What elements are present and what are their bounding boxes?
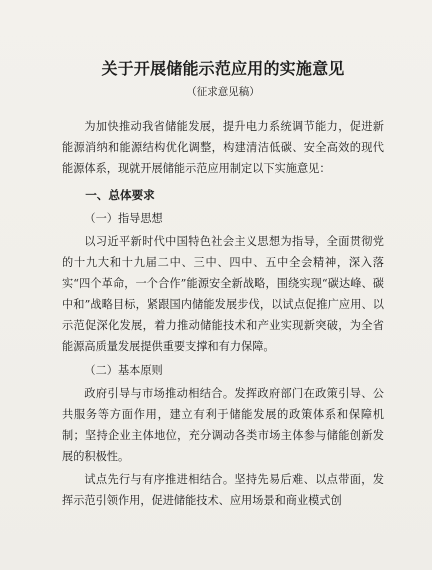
document-content — [62, 58, 384, 511]
intro-paragraph: 为加快推动我省储能发展，提升电力系统调节能力，促进新能源消纳和能源结构优化调整，构建清洁低碳、安全高效的现代能源体系，现就开展储能示范应用制定以下实施意见： — [62, 120, 384, 175]
subsection-heading-basic-principles: （二）基本原则 — [84, 364, 163, 377]
document-title: 关于开展储能示范应用的实施意见 — [101, 59, 345, 78]
principle-paragraph-1: 政府引导与市场推动相结合。发挥政府部门在政策引导、公共服务等方面作用，建立有利于储能发展的政策体系和保障机制；坚持企业主体地位，充分调动各类市场主体参与储能创新发展的积极性。 — [62, 387, 384, 463]
section-heading: 一、总体要求 — [85, 188, 155, 202]
subsection-heading-guiding-thought: （一）指导思想 — [84, 212, 163, 225]
document-subtitle: （征求意见稿） — [186, 86, 260, 98]
principle-paragraph-2: 试点先行与有序推进相结合。坚持先易后难、以点带面，发挥示范引领作用，促进储能技术、应用场景和商业模式创 — [62, 473, 384, 507]
guiding-thought-paragraph: 以习近平新时代中国特色社会主义思想为指导，全面贯彻党的十九大和十九届二中、三中、四中、五中全会精神，深入落实“四个革命，一个合作”能源安全新战略，围绕实现“碳达峰、碳中和”战略目标，紧跟国内储能发展步伐，以试点促推广应用、以示范促深化发展，着力推动储能技术和产业实现新突破，为全省能源高质量发展提供重要支撑和有力保障。 — [62, 235, 384, 353]
